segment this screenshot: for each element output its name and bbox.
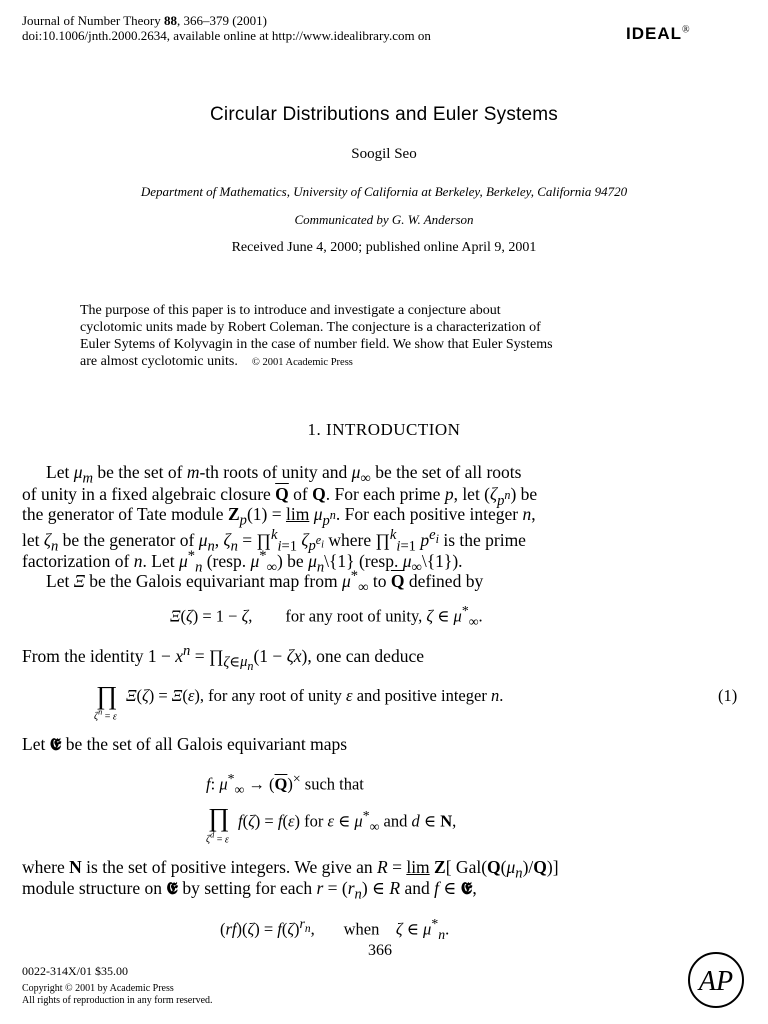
journal-citation: Journal of Number Theory 88, 366–379 (2001) <box>22 13 267 28</box>
abstract-copyright: © 2001 Academic Press <box>251 357 353 368</box>
rights-line: All rights of reproduction in any form reserved. <box>22 995 213 1006</box>
product-symbol: ∏ <box>96 681 118 710</box>
page-number: 366 <box>368 942 392 959</box>
price-line: 0022-314X/01 $35.00 <box>22 964 128 978</box>
body-line: the generator of Tate module $Z_p(1) = \lim \mu_{p^n}$. For each positive integer n, <box>22 504 536 529</box>
affiliation: Department of Mathematics, University of California at Berkeley, Berkeley, California 94720 <box>140 184 628 199</box>
abstract-line: Euler Sytems of Kolyvagin in the case of number field. We show that Euler Systems <box>80 337 553 352</box>
doi-line: doi:10.1006/jnth.2000.2634, available online at http://www.idealibrary.com on <box>22 28 431 43</box>
abstract-line: The purpose of this paper is to introduce and investigate a conjecture about <box>80 303 501 318</box>
author-name: Soogil Seo <box>351 146 417 162</box>
equation: $(rf)(\zeta) = f(\zeta)^{r_n}$, when ζ ∈ $\mu^*_n$. <box>220 916 450 942</box>
received-dates: Received June 4, 2000; published online April 9, 2001 <box>231 240 537 255</box>
communicated-by: Communicated by G. W. Anderson <box>294 212 474 227</box>
abstract-line: cyclotomic units made by Robert Coleman. The conjecture is a characterization of <box>80 320 541 335</box>
equation-number: (1) <box>718 686 738 705</box>
body-line: where N is the set of positive integers. We give an R = lim Z[ $Gal(Q(\mu_n)/Q)$] <box>22 857 559 882</box>
body-line: Let 𝕰 be the set of all Galois equivariant maps <box>22 734 348 754</box>
body-line: let $\zeta_n$ be the generator of $\mu_n$, $\zeta_n$ = ∏$^k_{i=1}$ $\zeta_{p^{e_i}}$ where ∏$^k_{i=1}$ $p^{e_i}$ is the prime <box>22 527 526 555</box>
section-heading: 1. INTRODUCTION <box>307 420 461 439</box>
equation: $\zeta^n = \varepsilon$ <box>94 708 117 723</box>
abstract <box>80 302 708 371</box>
equation: Ξ(ζ) = Ξ(ε), for any root of unity ε and positive integer n. <box>126 686 504 705</box>
equation: Ξ(ζ) = 1 − ζ, for any root of unity, ζ ∈ $\mu^*_\infty$. <box>170 603 483 629</box>
academic-press-logo-text: AP <box>698 966 734 997</box>
equation: $\zeta^d = \varepsilon$ <box>206 831 229 846</box>
paper-title: Circular Distributions and Euler Systems <box>209 104 558 125</box>
body-line: Let Ξ be the Galois equivariant map from $\mu^*_\infty$ to $\overline{Q}$ defined by <box>46 568 484 596</box>
product-symbol: ∏ <box>208 803 230 832</box>
body-line: factorization of n. Let $\mu^*_n$ (resp. $\mu^*_\infty$) be $\mu_n\backslash\{1\}$ (resp. $\mu_\infty\backslash\{1\}$). <box>22 548 463 576</box>
body-line: module structure on 𝕰 by setting for each $r = (r_n)$ ∈ R and f ∈ 𝕰, <box>22 878 477 903</box>
ideal-logo: IDEAL® <box>626 24 690 43</box>
equation: f: $\mu^*_\infty \to (\overline{Q})^\times$ such that <box>206 771 364 797</box>
equation: f(ζ) = f(ε) for ε ∈ $\mu^*_\infty$ and d ∈ N, <box>238 808 457 834</box>
academic-press-logo <box>686 950 746 1010</box>
academic-press-logo-icon <box>686 950 746 1010</box>
body-line: of unity in a fixed algebraic closure $\overline{Q}$ of Q. For each prime p, let $(\zeta_{p^n})$ be <box>22 484 538 509</box>
body-line: From the identity $1 - x^n$ = $\prod_{\zeta\in\mu_n}(1 - \zeta x)$, one can deduce <box>22 643 424 674</box>
body-line: Let $\mu_m$ be the set of m-th roots of unity and $\mu_\infty$ be the set of all roots <box>46 462 522 487</box>
abstract-line: are almost cyclotomic units. © 2001 Academic Press <box>80 354 353 369</box>
copyright-line: Copyright © 2001 by Academic Press <box>22 983 174 994</box>
